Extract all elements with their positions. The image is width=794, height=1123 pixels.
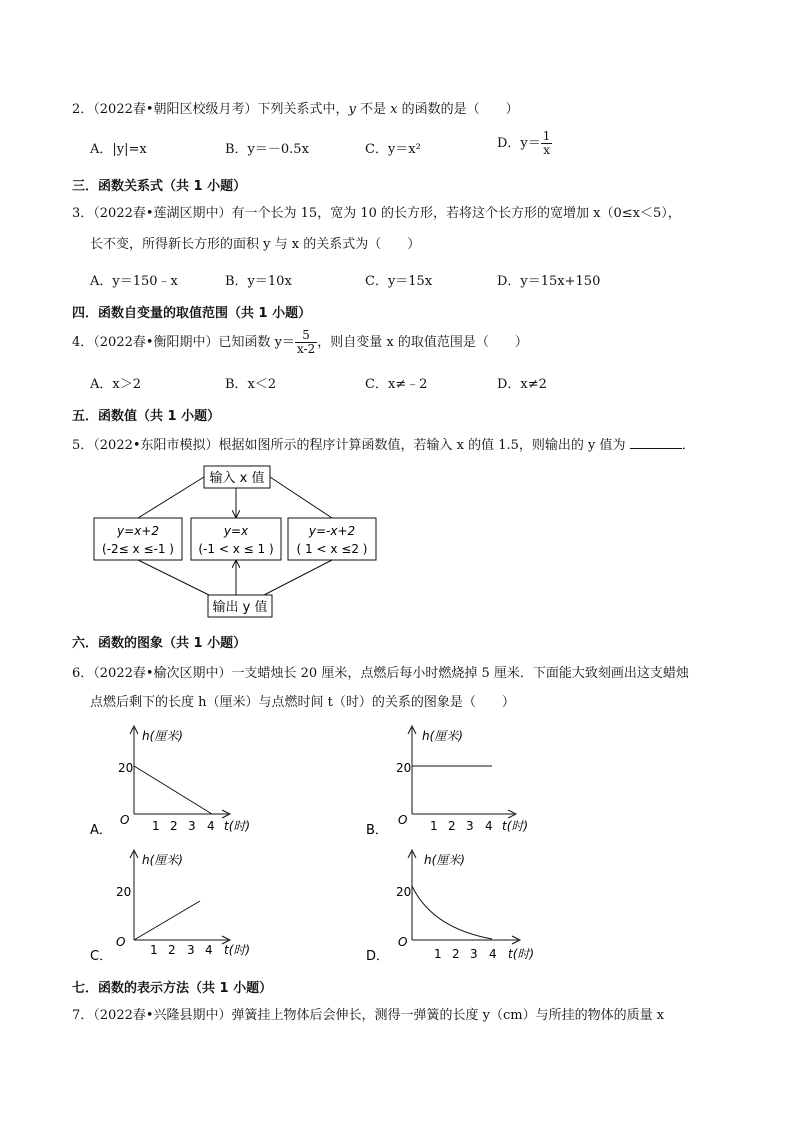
q3-option-d: D．y＝15x+150: [497, 274, 601, 289]
svg-text:1: 1: [152, 819, 160, 833]
svg-text:t(时): t(时): [502, 819, 529, 833]
svg-text:t(时): t(时): [224, 819, 251, 833]
q4-option-d: D．x≠2: [497, 377, 547, 392]
q3-option-a: A．y＝150﹣x: [90, 274, 178, 289]
svg-text:t(时): t(时): [224, 943, 251, 957]
svg-text:2: 2: [452, 947, 460, 961]
svg-text:O: O: [398, 813, 408, 827]
program-flowchart: [90, 462, 390, 622]
svg-text:h(厘米): h(厘米): [142, 853, 183, 867]
svg-text:y=x: y=x: [223, 524, 249, 538]
graph-a: [88, 722, 268, 844]
svg-text:(-2≤ x ≤-1 ): (-2≤ x ≤-1 ): [102, 542, 174, 556]
svg-text:1: 1: [434, 947, 442, 961]
graph-a-line: [134, 766, 212, 814]
q3-line2: 长不变，所得新长方形的面积 y 与 x 的关系式为（ ）: [90, 237, 421, 252]
q6-line1: 6．（2022春•榆次区期中）一支蜡烛长 20 厘米，点燃后每小时燃烧掉 5 厘米．下面能大致刻画出这支蜡烛: [72, 666, 689, 681]
svg-text:y=x+2: y=x+2: [117, 524, 159, 538]
flow-input-label: 输入 x 值: [209, 471, 265, 486]
flow-output-label: 输出 y 值: [212, 600, 268, 615]
svg-text:20: 20: [396, 885, 412, 899]
q4-stem: 4．（2022春•衡阳期中）已知函数 y＝ $\frac{5}{x-2}$ ，则自变量 x 的取值范围是（ ）: [72, 328, 528, 356]
q4-option-a: A．x＞2: [90, 377, 141, 392]
q4-option-b: B．x＜2: [225, 377, 277, 392]
section-4-heading: 四．函数自变量的取值范围（共 1 小题）: [72, 306, 312, 321]
svg-text:h(厘米): h(厘米): [142, 729, 183, 743]
section-3-heading: 三．函数关系式（共 1 小题）: [72, 179, 247, 194]
svg-text:( 1 < x ≤2 ): ( 1 < x ≤2 ): [296, 542, 368, 556]
q2-stem: 2．（2022春•朝阳区校级月考）下列关系式中，y 不是 x 的函数的是（ ）: [72, 102, 519, 117]
svg-text:2: 2: [170, 819, 178, 833]
svg-text:2: 2: [448, 819, 456, 833]
q2-option-b: B．y＝－0.5x: [225, 142, 309, 157]
svg-text:1: 1: [150, 943, 158, 957]
svg-text:O: O: [398, 935, 408, 949]
svg-text:4: 4: [205, 943, 213, 957]
svg-text:4: 4: [207, 819, 215, 833]
svg-text:20: 20: [118, 761, 134, 775]
svg-text:3: 3: [470, 947, 478, 961]
q2-option-d: D．y＝ $\frac{1}{x}$: [497, 129, 551, 157]
svg-text:A．: A．: [90, 823, 112, 838]
svg-text:3: 3: [187, 943, 195, 957]
q7-line1: 7．（2022春•兴隆县期中）弹簧挂上物体后会伸长，测得一弹簧的长度 y（cm）与所挂的物体的质量 x: [72, 1008, 665, 1023]
graph-d-curve: [412, 886, 492, 939]
svg-text:y=-x+2: y=-x+2: [308, 524, 356, 538]
flow-connector: [138, 560, 209, 595]
svg-text:20: 20: [116, 885, 132, 899]
graph-c-line: [134, 901, 200, 940]
svg-text:h(厘米): h(厘米): [422, 729, 463, 743]
q3-line1: 3．（2022春•莲湖区期中）有一个长为 15，宽为 10 的长方形，若将这个长方形的宽增加 x（0≤x＜5），: [72, 206, 681, 221]
flow-connector: [270, 477, 332, 518]
q5-stem: 5．（2022•东阳市模拟）根据如图所示的程序计算函数值，若输入 x 的值 1.5，则输出的 y 值为 ．: [72, 438, 695, 453]
svg-text:3: 3: [466, 819, 474, 833]
graph-d: [366, 846, 546, 964]
q3-option-c: C．y＝15x: [365, 274, 433, 289]
svg-text:2: 2: [168, 943, 176, 957]
q4-option-c: C．x≠﹣2: [365, 377, 428, 392]
svg-text:t(时): t(时): [508, 947, 535, 961]
flow-connector: [138, 477, 204, 518]
svg-text:20: 20: [396, 761, 412, 775]
q2-option-c: C．y＝x²: [365, 142, 421, 157]
svg-text:B．: B．: [366, 823, 388, 838]
section-5-heading: 五．函数值（共 1 小题）: [72, 409, 221, 424]
svg-text:h(厘米): h(厘米): [424, 853, 465, 867]
q2-option-a: A．|y|=x: [90, 142, 147, 157]
q3-option-b: B．y＝10x: [225, 274, 292, 289]
graph-b: [366, 722, 546, 844]
flow-connector: [264, 560, 332, 595]
svg-text:D．: D．: [366, 949, 390, 964]
svg-text:O: O: [120, 813, 130, 827]
svg-text:1: 1: [430, 819, 438, 833]
graph-c: [88, 846, 268, 964]
svg-text:4: 4: [485, 819, 493, 833]
svg-text:C．: C．: [90, 949, 113, 964]
answer-blank: [630, 436, 682, 449]
section-7-heading: 七．函数的表示方法（共 1 小题）: [72, 981, 273, 996]
q6-line2: 点燃后剩下的长度 h（厘米）与点燃时间 t（时）的关系的图象是（ ）: [90, 695, 515, 710]
svg-text:4: 4: [489, 947, 497, 961]
svg-text:(-1 < x ≤ 1 ): (-1 < x ≤ 1 ): [198, 542, 274, 556]
svg-text:O: O: [116, 935, 126, 949]
svg-text:3: 3: [188, 819, 196, 833]
section-6-heading: 六．函数的图象（共 1 小题）: [72, 636, 247, 651]
